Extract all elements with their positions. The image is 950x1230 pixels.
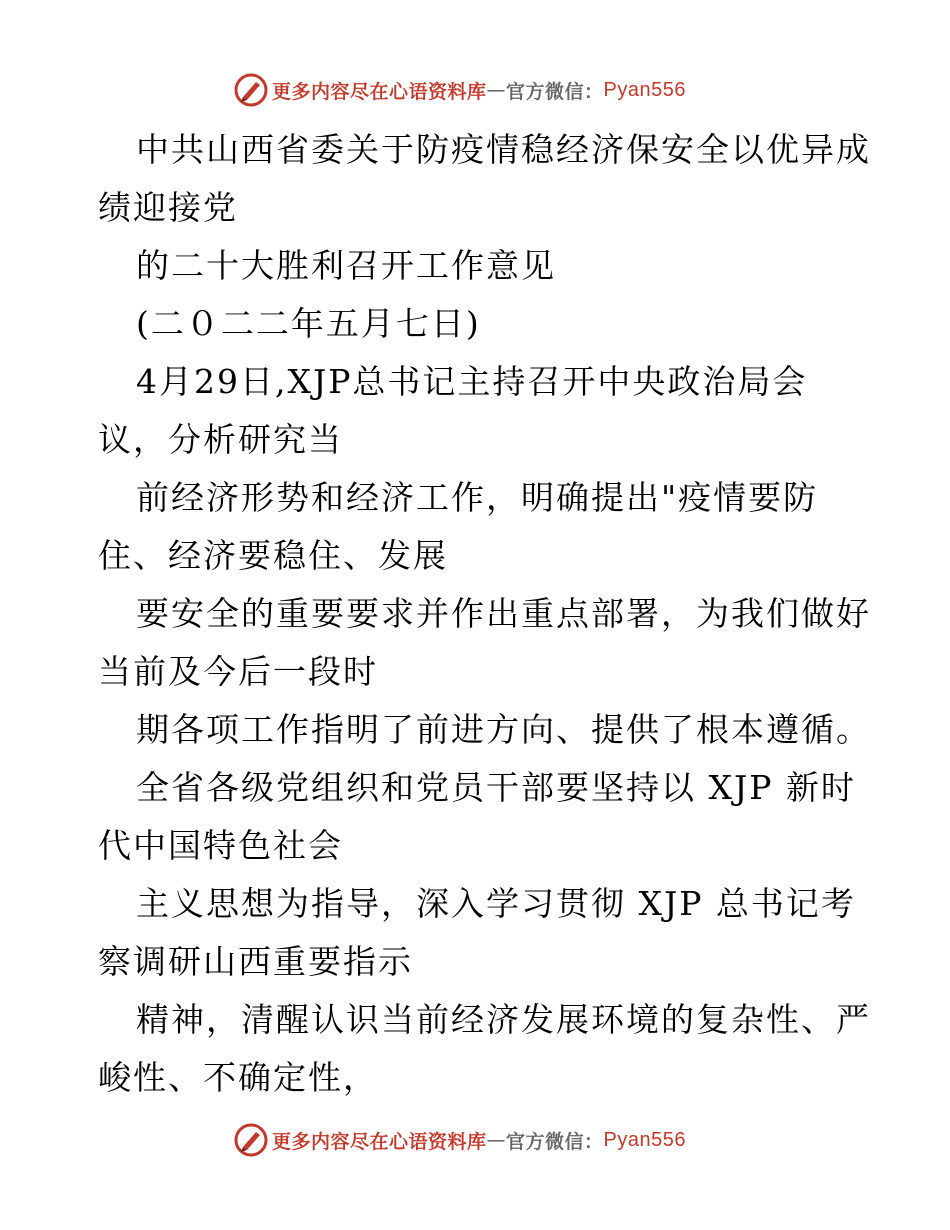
logo-icon [234,73,268,107]
document-body [98,121,871,1107]
banner-site-name: 更多内容尽在心语资料库 [272,1130,487,1153]
banner-contact-label: 官方微信： [506,80,604,103]
body-line: 代中国特色社会 [98,826,343,865]
title-line-2: 绩迎接党 [98,188,238,227]
body-line: 期各项工作指明了前进方向、提供了根本遵循。 [136,710,871,749]
title-line-1: 中共山西省委关于防疫情稳经济保安全以优异成 [136,130,871,169]
date-line: (二０二二年五月七日) [136,304,481,343]
banner-separator: — [486,79,507,101]
header-banner [234,70,686,110]
body-line: 主义思想为指导，深入学习贯彻 XJP 总书记考 [136,884,856,923]
body-line: 要安全的重要要求并作出重点部署，为我们做好 [136,594,871,633]
body-line: 住、经济要稳住、发展 [98,536,448,575]
banner-separator: — [486,1129,507,1151]
body-line: 议，分析研究当 [98,420,343,459]
body-line: 察调研山西重要指示 [98,942,413,981]
logo-icon [234,1123,268,1157]
title-line-3: 的二十大胜利召开工作意见 [136,246,556,285]
body-line: 精神，清醒认识当前经济发展环境的复杂性、严 [136,1000,871,1039]
banner-contact-label: 官方微信： [506,1130,604,1153]
banner-contact-id: Pyan556 [603,78,686,101]
banner-site-name: 更多内容尽在心语资料库 [272,80,487,103]
body-line: 4月29日,XJP总书记主持召开中央政治局会 [136,362,808,401]
body-line: 前经济形势和经济工作，明确提出"疫情要防 [136,478,819,517]
banner-contact-id: Pyan556 [603,1128,686,1151]
body-line: 峻性、不确定性， [98,1058,378,1097]
body-line: 全省各级党组织和党员干部要坚持以 XJP 新时 [136,768,856,807]
footer-banner [234,1120,686,1160]
body-line: 当前及今后一段时 [98,652,378,691]
